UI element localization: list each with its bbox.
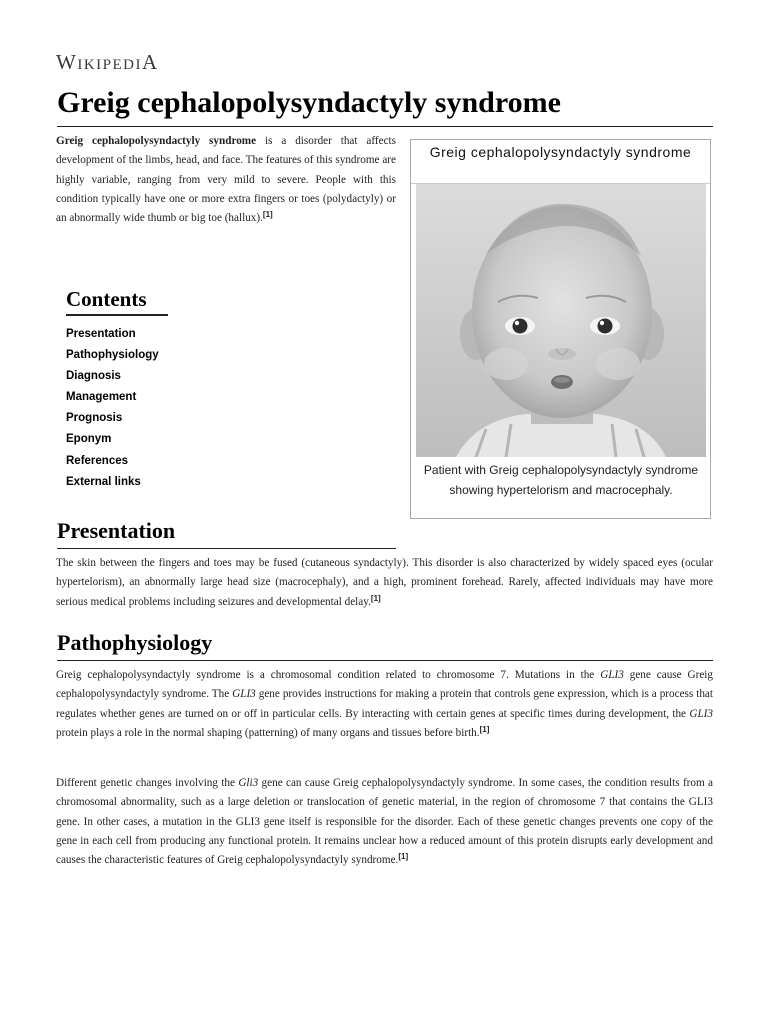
pathophysiology-paragraph-2 — [56, 774, 713, 870]
toc-item-management[interactable]: Management — [66, 391, 137, 404]
text-run: Greig cephalopolysyndactyly syndrome is a chromosomal condition related to chromosome 7. Mutations in the — [56, 669, 601, 681]
citation-link[interactable]: [1] — [262, 210, 273, 220]
intro-text: is a disorder that affects development of the limbs, head, and face. The features of this syndrome are highly variable, ranging from very mild to severe. People with this condition typically have one or more extra fingers or toes (polydactyly) or an abnormally wide thumb or big toe (hallux). — [56, 135, 396, 225]
gene-name: Gli3 — [238, 777, 259, 789]
text-run: Different genetic changes involving the — [56, 777, 239, 789]
text-run: gene can cause Greig cephalopolysyndactyly syndrome. In some cases, the condition results from a chromosomal abnormality, such as a large deletion or translocation of genetic material, in the region of chromosome 7 that contains the GLI3 gene. In other cases, a mutation in the GLI3 gene itself is responsible for the disorder. Each of these genetic changes prevents one copy of the gene in each cell from producing any functional protein. It remains unclear how a reduced amount of this protein disrupts early development and causes the characteristic features of Greig cephalopolysyndactyly syndrome. — [56, 777, 713, 867]
section-divider — [57, 660, 713, 661]
infant-photo-illustration — [416, 184, 706, 457]
toc-item-diagnosis[interactable]: Diagnosis — [66, 370, 121, 383]
presentation-text: The skin between the fingers and toes may be fused (cutaneous syndactyly). This disorder is also characterized by widely spaced eyes (ocular hypertelorism), an abnormally large head size (macrocephaly), and a high, prominent forehead. Rarely, affected individuals may have more serious medical problems including seizures and developmental delay. — [56, 557, 713, 608]
intro-paragraph — [56, 132, 396, 228]
toc-list — [66, 324, 266, 493]
citation-link[interactable]: [1] — [370, 593, 381, 603]
section-heading-pathophysiology: Pathophysiology — [57, 630, 213, 655]
toc-item-eponym[interactable]: Eponym — [66, 433, 112, 446]
text-run: gene cause Greig cephalopolysyndactyly syndrome. The — [56, 669, 713, 701]
toc-item-references[interactable]: References — [66, 454, 129, 467]
intro-bold-term: Greig cephalopolysyndactyly syndrome — [56, 135, 257, 147]
infobox — [410, 139, 711, 519]
table-of-contents — [66, 287, 266, 493]
infobox-image[interactable] — [416, 184, 706, 457]
gene-name: GLI3 — [689, 707, 713, 720]
infobox-title: Greig cephalopolysyndactyly syndrome — [411, 140, 710, 184]
toc-title: Contents — [66, 287, 168, 316]
presentation-paragraph — [56, 554, 713, 612]
citation-link[interactable]: [1] — [398, 852, 409, 862]
toc-item-external-links[interactable]: External links — [66, 475, 141, 488]
text-run: protein plays a role in the normal shaping (patterning) of many organs and tissues before birth. — [56, 726, 480, 739]
wikipedia-wordmark[interactable] — [56, 50, 159, 75]
toc-item-pathophysiology[interactable]: Pathophysiology — [66, 349, 159, 362]
section-heading-presentation: Presentation — [57, 518, 176, 543]
logo-final-letter: A — [141, 50, 159, 74]
pathophysiology-paragraph-1 — [56, 666, 713, 743]
logo-text: Wikipedi — [56, 50, 142, 74]
title-divider — [57, 126, 713, 127]
toc-item-prognosis[interactable]: Prognosis — [66, 412, 123, 425]
gene-name: GLI3 — [600, 669, 624, 681]
section-divider — [57, 548, 396, 549]
citation-link[interactable]: [1] — [479, 724, 490, 734]
page-title: Greig cephalopolysyndactyly syndrome — [57, 86, 561, 119]
infobox-caption: Patient with Greig cephalopolysyndactyly syndrome showing hypertelorism and macrocephaly. — [423, 463, 699, 497]
toc-item-presentation[interactable]: Presentation — [66, 328, 136, 340]
gene-name: GLI3 — [232, 688, 256, 701]
text-run: gene provides instructions for making a protein that controls gene expression, which is a process that regulates whether genes are turned on or off in particular cells. By interacting with certain genes at specific times during development, the — [56, 688, 713, 720]
